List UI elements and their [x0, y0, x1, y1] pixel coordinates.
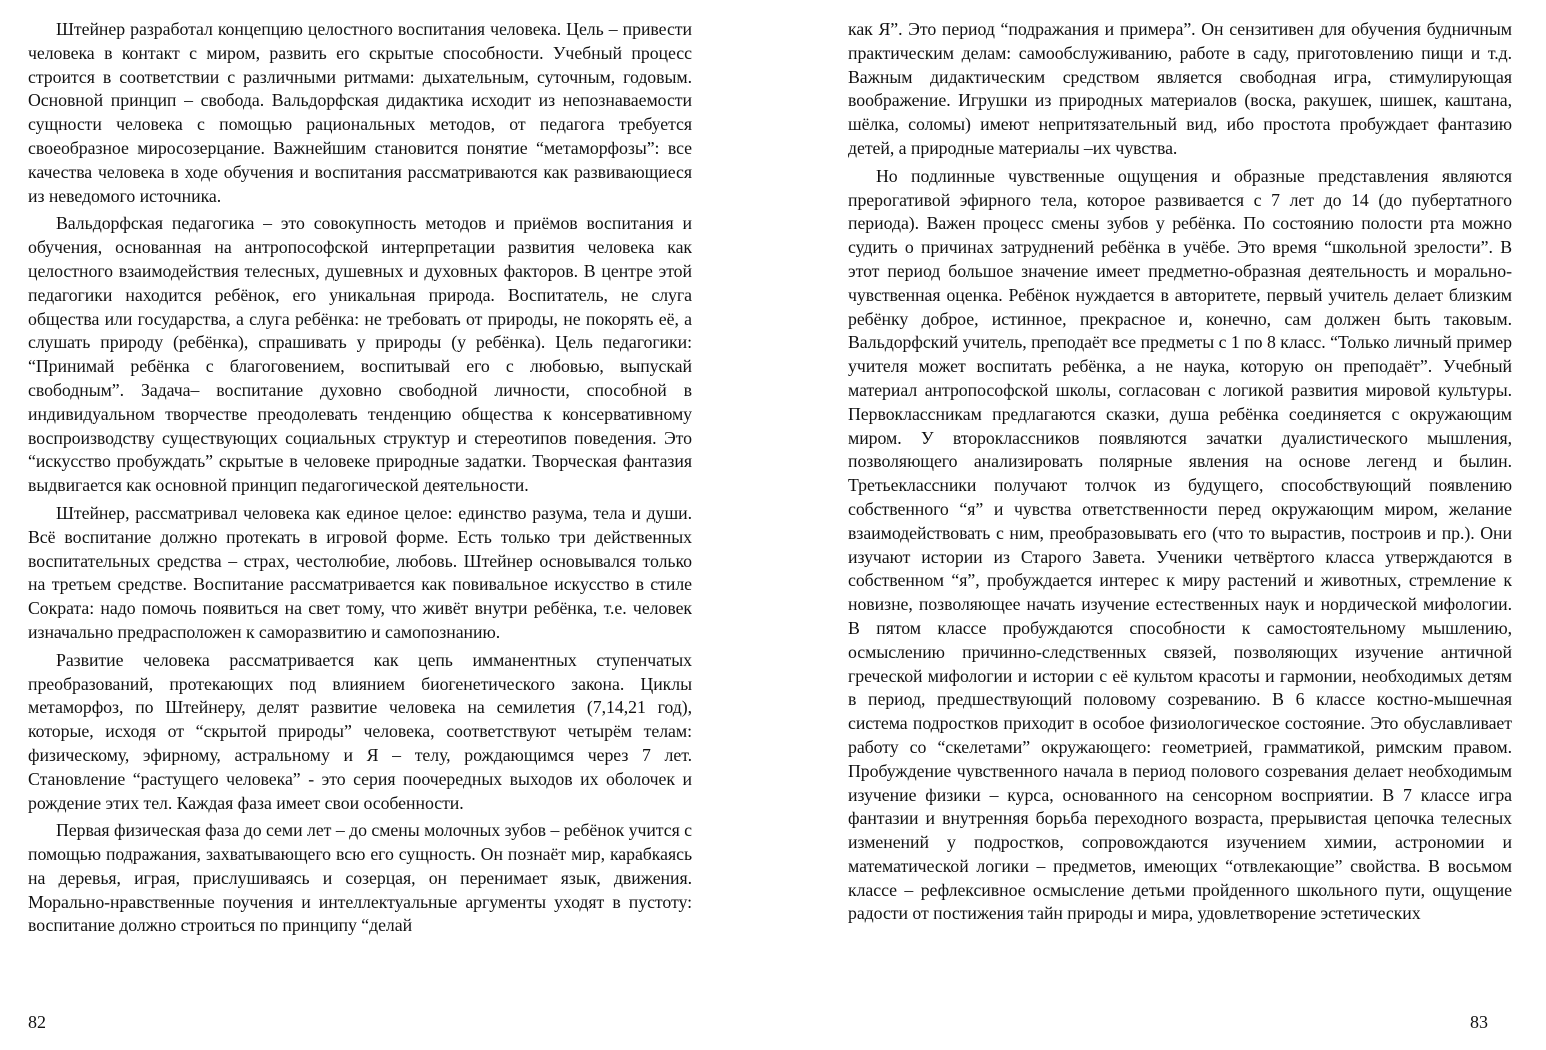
left-paragraph-1: Штейнер разработал концепцию целостного воспитания человека. Цель – привести человека в контакт с миром, развить его скрытые способности. Учебный процесс строится в соответствии с различными ритмами: дыхательным, суточным, годовым. Основной принцип – свобода. Вальдорфская дидактика исходит из непознаваемости сущности человека с помощью рациональных методов, от педагога требуется своеобразное миросозерцание. Важнейшим становится понятие “метаморфозы”: все качества человека в ходе обучения и воспитания рассматриваются как развивающиеся из неведомого источника. [28, 19, 692, 206]
right-paragraph-1: как Я”. Это период “подражания и примера”. Он сензитивен для обучения будничным практическим делам: самообслуживанию, работе в саду, приготовлению пищи и т.д. Важным дидактическим средством является свободная игра, стимулирующая воображение. Игрушки из природных материалов (воска, ракушек, шишек, каштана, шёлка, соломы) имеют непритязательный вид, ибо простота пробуждает фантазию детей, а природные материалы –их чувства. [848, 19, 1512, 158]
right-page [848, 18, 1512, 1032]
left-page [28, 18, 692, 1032]
left-paragraph-5: Первая физическая фаза до семи лет – до смены молочных зубов – ребёнок учится с помощью подражания, захватывающего всю его сущность. Он познаёт мир, карабкаясь на деревья, играя, прислушиваясь и созерцая, он перенимает язык, движения. Морально-нравственные поучения и интеллектуальные аргументы уходят в пустоту: воспитание должно строиться по принципу “делай [28, 820, 692, 936]
right-page-number: 83 [1470, 1012, 1488, 1032]
right-paragraph-2: Но подлинные чувственные ощущения и образные представления являются прерогативой эфирного тела, которое развивается с 7 лет до 14 (до пубертатного периода). Важен процесс смены зубов у ребёнка. По состоянию полости рта можно судить о причинах затруднений ребёнка в учёбе. Это время “школьной зрелости”. В этот период большое значение имеет предметно-образная деятельность и морально-чувственная оценка. Ребёнок нуждается в авторитете, первый учитель делает близким ребёнку доброе, истинное, прекрасное и, конечно, сам должен быть таковым. Вальдорфский учитель, преподаёт все предметы с 1 по 8 класс. “Только личный пример учителя может воспитать ребёнка, а не наука, которую он преподаёт”. Учебный материал антропософской школы, согласован с логикой развития мировой культуры. Первоклассникам предлагаются сказки, душа ребёнка соединяется с окружающим миром. У второклассников появляются зачатки дуалистического мышления, позволяющего анализировать полярные явления на основе легенд и былин. Третьеклассники получают толчок из будущего, способствующий появлению собственного “я” и чувства ответственности перед окружающим миром, желание взаимодействовать с ним, преобразовывать его (что то вырастив, построив и пр.). Они изучают истории из Старого Завета. Ученики четвёртого класса утверждаются в собственном “я”, пробуждается интерес к миру растений и животных, стремление к новизне, позволяющее начать изучение естественных наук и нордической мифологии. В пятом классе пробуждаются способности к самостоятельному мышлению, осмыслению причинно-следственных связей, позволяющих изучение античной греческой мифологии и истории с её культом красоты и гармонии, необходимых детям в период, предшествующий половому созреванию. В 6 классе костно-мышечная система подростков приходит в особое физиологическое состояние. Это обуславливает работу со “скелетами” окружающего: геометрией, грамматикой, римским правом. Пробуждение чувственного начала в период полового созревания делает необходимым изучение физики – курса, основанного на сенсорном восприятии. В 7 классе игра фантазии и внутренняя борьба переходного возраста, прерывистая цепочка телесных изменений у подростков, сопровождаются изучением химии, астрономии и математической логики – предметов, имеющих “отвлекающие” свойства. В восьмом классе – рефлексивное осмысление детьми пройденного школьного пути, ощущение радости от постижения тайн природы и мира, удовлетворение эстетических [848, 165, 1512, 924]
left-paragraph-4: Развитие человека рассматривается как цепь имманентных ступенчатых преобразований, протекающих под влиянием биогенетического закона. Циклы метаморфоз, по Штейнеру, делят развитие человека на семилетия (7,14,21 год), которые, исходя от “скрытой природы” человека, соответствуют четырём телам: физическому, эфирному, астральному и Я – телу, рождающимся через 7 лет. Становление “растущего человека” - это серия поочередных выходов их оболочек и рождение этих тел. Каждая фаза имеет свои особенности. [28, 649, 692, 813]
left-page-number: 82 [28, 1012, 46, 1032]
left-paragraph-3: Штейнер, рассматривал человека как единое целое: единство разума, тела и души. Всё воспитание должно протекать в игровой форме. Есть только три действенных воспитательных средства – страх, честолюбие, любовь. Штейнер основывался только на третьем средстве. Воспитание рассматривается как повивальное искусство в стиле Сократа: надо помочь появиться на свет тому, что живёт внутри ребёнка, т.е. человек изначально предрасположен к саморазвитию и самопознанию. [28, 502, 692, 642]
left-paragraph-2: Вальдорфская педагогика – это совокупность методов и приёмов воспитания и обучения, основанная на антропософской интерпретации развития человека как целостного взаимодействия телесных, душевных и духовных факторов. В центре этой педагогики находится ребёнок, его уникальная природа. Воспитатель, не слуга общества или государства, а слуга ребёнка: не требовать от природы, не покорять её, а слушать природу (ребёнка), спрашивать у природы (у ребёнка). Цель педагогики: “Принимай ребёнка с благоговением, воспитывай его с любовью, выпускай свободным”. Задача– воспитание духовно свободной личности, способной в индивидуальном творчестве преодолевать тенденцию общества к консервативному воспроизводству существующих социальных структур и стереотипов поведения. Это “искусство пробуждать” скрытые в человеке природные задатки. Творческая фантазия выдвигается как основной принцип педагогической деятельности. [28, 213, 692, 496]
